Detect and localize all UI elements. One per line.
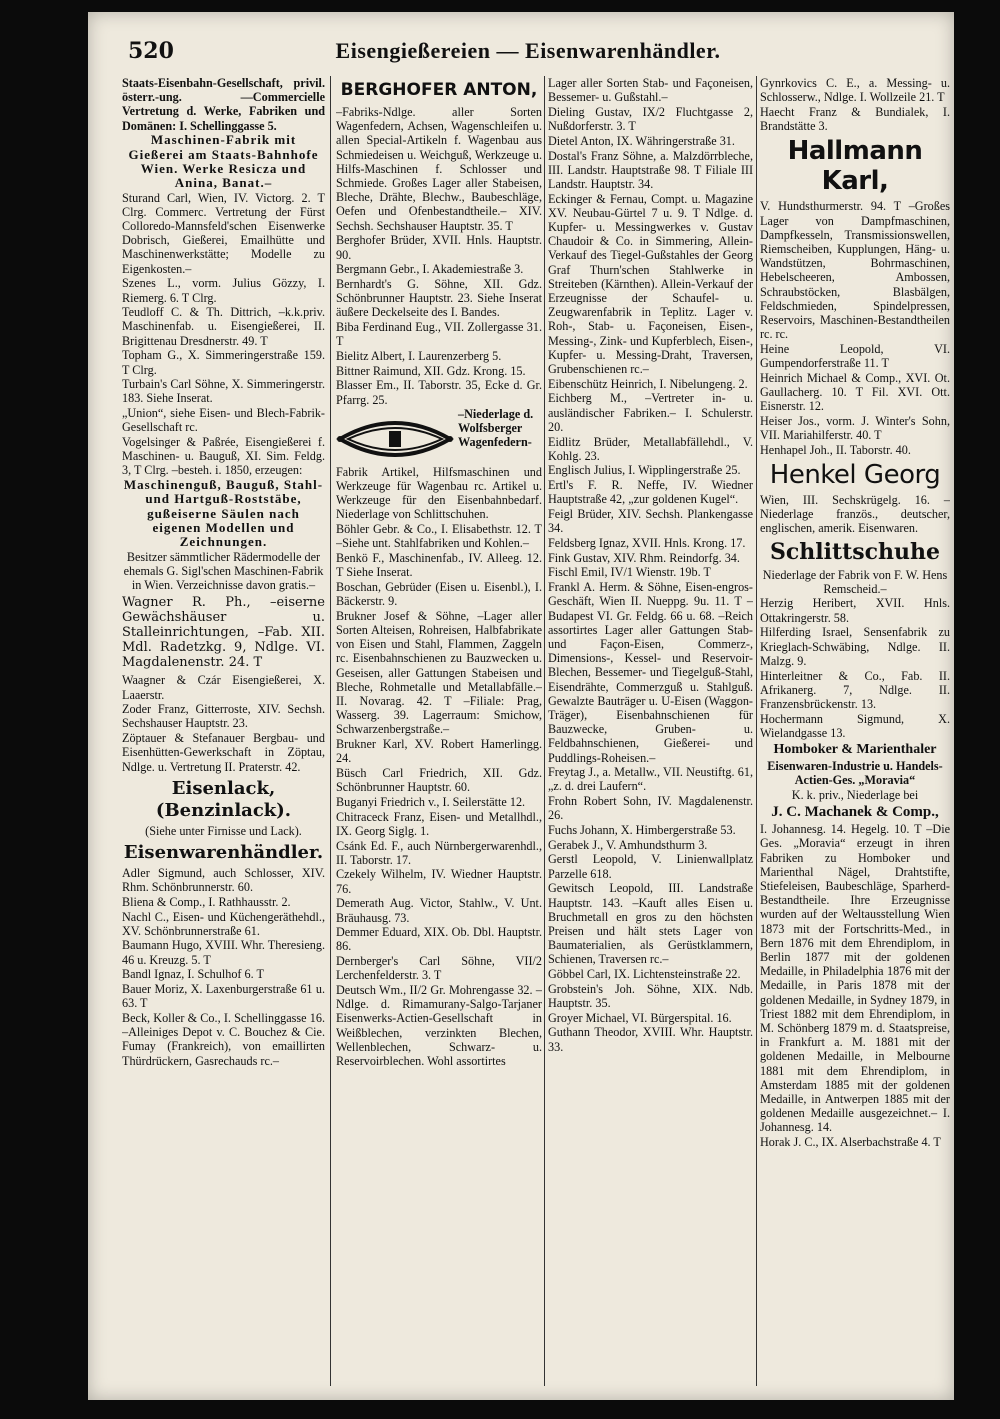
list-item: Nachl C., Eisen- und Küchengeräthehdl., XV. Schönbrunnerstraße 61. [122, 909, 325, 938]
list-item: Herzig Heribert, XVII. Hnls. Ottakringerstr. 58. [760, 596, 950, 625]
section-heading: Eisenwarenhändler. [123, 841, 324, 863]
list-item: Guthann Theodor, XVIII. Whr. Hauptstr. 33. [548, 1025, 753, 1054]
list-item: Turbain's Carl Söhne, X. Simmeringerstr. 183. Siehe Inserat. [122, 377, 325, 406]
list-item: Heinrich Michael & Comp., XVI. Ot. Gaullacherg. 10. T Fil. XVI. Ott. Eisnerstr. 12. [760, 370, 950, 414]
list-item: Topham G., X. Simmeringerstraße 159. T Clrg. [122, 348, 325, 377]
page-header [128, 38, 928, 68]
advertiser-name: BERGHOFER ANTON, [340, 80, 538, 100]
list-item: Dernberger's Carl Söhne, VII/2 Lerchenfelderstr. 3. T [336, 954, 542, 983]
column-1 [122, 76, 325, 1392]
list-item: Beck, Koller & Co., I. Schellinggasse 16. –Alleiniges Depot v. C. Bouchez & Cie. Fumay (Frankreich), von emaillirten Thürdrückern, Gasrechauds rc.– [122, 1010, 325, 1068]
page-number: 520 [128, 38, 174, 64]
list-item: Czekely Wilhelm, IV. Wiedner Hauptstr. 76. [336, 867, 542, 896]
list-item: Gerstl Leopold, V. Linienwallplatz Parzelle 618. [548, 852, 753, 881]
list-item: Biba Ferdinand Eug., VII. Zollergasse 31. T [336, 320, 542, 349]
list-item: Zöptauer & Stefanauer Bergbau- und Eisenhütten-Gewerkschaft in Zöptau, Ndlge. u. Vertretung II. Praterstr. 42. [122, 731, 325, 774]
list-item: Niederlage der Fabrik von F. W. Hens Remscheid.– [762, 567, 948, 596]
list-item: Eckinger & Fernau, Compt. u. Magazine XV. Neubau-Gürtel 7 u. 9. T Ndlge. d. Kupfer- u. Messingwerkes v. Gustav Chaudoir & Co. in Simmering, Allein-Verkauf des Tiegel-Gußstahles der Georg Graf Thurn'schen Stahlwerke in Streiteben (Kärnthen). Allein-Verkauf der Erzeugnisse der Schaufel- u. Zeugwarenfabrik in Teplitz. Lager v. Roh-, Stab- u. Façoneisen, Eisen-, Messing-, Zink- und Kupferblech, Eisen-, Kupfer- u. Messing-Draht, Traversen, Grubenschienen rc.– [548, 191, 753, 377]
list-item: Boschan, Gebrüder (Eisen u. Eisenbl.), I. Bäckerstr. 9. [336, 579, 542, 609]
list-item: Hilferding Israel, Sensenfabrik zu Krieglach-Schwäbing, Ndlge. II. Malzg. 9. [760, 625, 950, 668]
list-item: Besitzer sämmtlicher Rädermodelle der ehemals G. Sigl'schen Maschinen-Fabrik in Wien. Verzeichnisse davon gratis.– [123, 549, 324, 593]
list-item: Staats-Eisenbahn-Gesellschaft, privil. österr.-ung. —Commercielle Vertretung d. Werke, Fabriken und Domänen: I. Schellinggasse 5. [122, 76, 325, 133]
list-item: Gerabek J., V. Amhundsthurm 3. [548, 837, 708, 852]
list-item: Büsch Carl Friedrich, XII. Gdz. Schönbrunner Hauptstr. 60. [336, 766, 542, 795]
list-item: Haecht Franz & Bundialek, I. Brandstätte 3. [760, 104, 950, 134]
list-item: –Fabriks-Ndlge. aller Sorten Wagenfedern, Achsen, Wagenschleifen u. allen Special-Artikeln f. Wagenbau aus Schmiedeisen u. Weichguß, Werkzeuge u. Hilfs-Maschinen f. Schlosser und Schmiede. Großes Lager aller Stabeisen, Bleche, Drähte, Blechw., Baubeschläge, Oefen und Ofenbestandtheile.– XIV. Sechsh. Sechshauser Hauptstr. 35. T [336, 105, 542, 233]
list-item: Bielitz Albert, I. Laurenzerberg 5. [336, 348, 502, 363]
list-item: Sturand Carl, Wien, IV. Victorg. 2. T Clrg. Commerc. Vertretung der Fürst Colloredo-Mannsfeld'schen Eisenwerke Dobrisch, Gießerei, Emailhütte und Maschinenwerkstätte; Modelle zu Eigenkosten.– [122, 190, 325, 276]
list-item: Dietel Anton, IX. Währingerstraße 31. [548, 133, 735, 148]
directory-page [88, 12, 954, 1400]
list-item: Lager aller Sorten Stab- und Façoneisen, Bessemer- u. Gußstahl.– [548, 76, 753, 105]
advertiser-name: Henkel Georg [769, 459, 941, 490]
column-rule [756, 76, 757, 1386]
column-3 [548, 76, 753, 1392]
list-item: Teudloff C. & Th. Dittrich, –k.k.priv. Maschinenfab. u. Eisengießerei, II. Brigittenau Dresdnerstr. 49. T [122, 305, 325, 348]
section-heading: Eisenlack, (Benzinlack). [155, 777, 292, 821]
list-item: Wagner R. Ph., –eiserne Gewächshäuser u. Stalleinrichtungen, –Fab. XII. Mdl. Radetzkg. 9, Ndlge. VI. Magdalenenstr. 24. T [122, 595, 325, 671]
list-item: Ertl's F. R. Neffe, IV. Wiedner Hauptstraße 42, „zur goldenen Kugel“. [548, 478, 753, 507]
list-item: Dieling Gustav, IX/2 Fluchtgasse 2, Nußdorferstr. 3. T [548, 104, 753, 134]
list-item: Eidlitz Brüder, Metallabfällehdl., V. Kohlg. 23. [548, 434, 753, 463]
list-item: Demerath Aug. Victor, Stahlw., V. Unt. Bräuhausg. 73. [336, 896, 542, 925]
list-item: Brukner Josef & Söhne, –Lager aller Sorten Alteisen, Rohreisen, Halbfabrikate von Eisen und Stahl, Flammen, Zaggeln rc. Eisenbahnschienen zu Bauzwecken u. Geseisen, aller Gattungen Stabeisen und Bleche, Rohmetalle und Metallabfälle.– II. Novarag. 42. T –Filiale: Prag, Wasserg. 39. Lagerraum: Smichow, Schwarzenbergstraße.– [336, 608, 542, 737]
list-item: –Niederlage d. Wolfsberger Wagenfedern- [458, 406, 534, 450]
column-rule [544, 76, 545, 1386]
list-item: Bliena & Comp., I. Rathhausstr. 2. [122, 894, 291, 909]
list-item: Heiser Jos., vorm. J. Winter's Sohn, VII. Mariahilferstr. 40. T [760, 413, 950, 443]
list-item: K. k. priv., Niederlage bei [791, 787, 919, 802]
section-note: (Siehe unter Firnisse und Lack). [145, 823, 302, 838]
list-item: Brukner Karl, XV. Robert Hamerlingg. 24. [336, 737, 542, 766]
list-item: Freytag J., a. Metallw., VII. Neustiftg. 61, „z. d. drei Laufern“. [548, 765, 753, 794]
running-title: Eisengießereien — Eisenwarenhändler. [335, 38, 721, 63]
list-item: Bandl Ignaz, I. Schulhof 6. T [122, 967, 264, 982]
wagon-spring-icon [336, 413, 454, 465]
list-item: Szenes L., vorm. Julius Gözzy, I. Riemerg. 6. T Clrg. [122, 276, 325, 305]
list-item: Bergmann Gebr., I. Akademiestraße 3. [336, 262, 524, 277]
list-item: Dostal's Franz Söhne, a. Malzdörrbleche, III. Landstr. Hauptstraße 98. T Filiale III Landstr. Hauptstr. 34. [548, 148, 753, 191]
list-item: Frohn Robert Sohn, IV. Magdalenenstr. 26. [548, 794, 753, 823]
list-item: Bauer Moriz, X. Laxenburgerstraße 61 u. 63. T [122, 982, 325, 1011]
list-item: Frankl A. Herm. & Söhne, Eisen-engros-Geschäft, Wien II. Nueppg. 9u. 11. T –Budapest VI. Gr. Feldg. 66 u. 68. –Reich assortirtes Lager aller Gattungen Stab- und Façon-Eisen, Commerz-, Dimensions-, Kessel- und Reservoir-Blechen, Bessemer- und Tiegelguß-Stahl, Eisendrähte, Commerzguß u. Stahlguß. Gewalzte Bauträger u. U-Eisen (Waggon-Träger), Eisenbahnschienen für Bauzwecke, Gruben- u. Feldbahnschienen, Gießerei- und Puddlings-Roheisen.– [548, 580, 753, 765]
list-item: Fischl Emil, IV/1 Wienstr. 19b. T [548, 565, 711, 580]
list-item: Bernhardt's G. Söhne, XII. Gdz. Schönbrunner Hauptstr. 23. Siehe Inserat äußere Deckelseite des I. Bandes. [336, 276, 542, 320]
list-item: Eibenschütz Heinrich, I. Nibelungeng. 2. [548, 376, 748, 391]
list-item: Demmer Eduard, XIX. Ob. Dbl. Hauptstr. 86. [336, 925, 542, 954]
list-item: Benkö F., Maschinenfab., IV. Alleeg. 12. T Siehe Inserat. [336, 550, 542, 580]
column-4 [760, 76, 950, 1392]
list-item: Blasser Em., II. Taborstr. 35, Ecke d. Gr. Pfarrg. 25. [336, 378, 542, 407]
list-item: Deutsch Wm., II/2 Gr. Mohrengasse 32. –Ndlge. d. Rimamurany-Salgo-Tarjaner Eisenwerks-Actien-Gesellschaft in Weißblechen, verzinkten Blechen, Wellenblechen, Schwarz- u. Reservoirblechen. Wohl assortirtes [336, 983, 542, 1069]
list-item: Maschinen-Fabrik mit Gießerei am Staats-Bahnhofe Wien. Werke Resicza und Anina, Banat.– [128, 132, 319, 190]
list-item: Zoder Franz, Gitterroste, XIV. Sechsh. Sechshauser Hauptstr. 23. [122, 702, 325, 731]
advertiser-name: J. C. Machanek & Comp., [771, 803, 939, 820]
list-item: Hochermann Sigmund, X. Wielandgasse 13. [760, 711, 950, 740]
list-item: V. Hundsthurmerstr. 94. T –Großes Lager von Dampfmaschinen, Dampfkesseln, Transmissionswellen, Riemscheiben, Kupplungen, Häng- u. Wandstützen, Bohrmaschinen, Hebelscheeren, Ambossen, Schraubstöcken, Blasbälgen, Feldschmieden, Spindelpressen, Reservoirs, Maschinen-Bestandtheilen rc. rc. [760, 199, 950, 342]
list-item: Bittner Raimund, XII. Gdz. Krong. 15. [336, 363, 526, 378]
list-item: Waagner & Czár Eisengießerei, X. Laaerstr. [122, 673, 325, 702]
list-item: Buganyi Friedrich v., I. Seilerstätte 12. [336, 794, 526, 809]
list-item: Maschinenguß, Bauguß, Stahl- und Hartguß-Roststäbe, gußeiserne Säulen nach eigenen Modellen und Zeichnungen. [123, 477, 324, 549]
wagon-spring-advert [336, 406, 542, 465]
column-rule [330, 76, 331, 1386]
list-item: Csánk Ed. F., auch Nürnbergerwarenhdl., II. Taborstr. 17. [336, 838, 542, 867]
list-item: Heine Leopold, VI. Gumpendorferstraße 11. T [760, 341, 950, 371]
list-item: Englisch Julius, I. Wipplingerstraße 25. [548, 463, 741, 478]
list-item: Baumann Hugo, XVIII. Whr. Theresieng. 46 u. Kreuzg. 5. T [122, 938, 325, 967]
list-item: „Union“, siehe Eisen- und Blech-Fabrik-Gesellschaft rc. [122, 406, 325, 435]
list-item: Groyer Michael, VI. Bürgerspital. 16. [548, 1010, 732, 1025]
list-item: Fabrik Artikel, Hilfsmaschinen und Werkzeuge für Wagenbau rc. Artikel u. Werkzeuge für den Eisenbahnbedarf. Niederlage von Schlittschuhen. [336, 464, 542, 522]
list-item: Eichberg M., –Vertreter in- u. ausländischer Fabriken.– I. Schulerstr. 20. [548, 391, 753, 434]
list-item: Eisenwaren-Industrie u. Handels-Actien-Ges. „Moravia“ [767, 759, 943, 788]
list-item: Grobstein's Joh. Söhne, XIX. Ndb. Hauptstr. 35. [548, 981, 753, 1010]
list-item: Göbbel Carl, IX. Lichtensteinstraße 22. [548, 967, 741, 982]
list-item: Hinterleitner & Co., Fab. II. Afrikanerg. 7, Ndlge. II. Franzensbrückenstr. 13. [760, 668, 950, 711]
list-item: Böhler Gebr. & Co., I. Elisabethstr. 12. T –Siehe unt. Stahlfabriken und Kohlen.– [336, 522, 542, 551]
list-item: Vogelsinger & Paßrée, Eisengießerei f. Maschinen- u. Bauguß, XI. Sim. Feldg. 3, T Clrg. –besteh. i. 1850, erzeugen: [122, 435, 325, 478]
column-2 [336, 76, 542, 1392]
advert-heading: Schlittschuhe [769, 538, 941, 565]
list-item: Gewitsch Leopold, III. Landstraße Hauptstr. 143. –Kauft alles Eisen u. Bruchmetall en gros zu den höchsten Preisen und hält stets Lager von Baumaterialien, als Gerüstklammern, Schienen, Traversen rc.– [548, 881, 753, 967]
list-item: Feldsberg Ignaz, XVII. Hnls. Krong. 17. [548, 536, 746, 550]
advertiser-name: Hallmann Karl, [787, 136, 923, 197]
list-item: Gynrkovics C. E., a. Messing- u. Schlosserw., Ndlge. I. Wollzeile 21. T [760, 76, 950, 105]
list-item: Fink Gustav, XIV. Rhm. Reindorfg. 34. [548, 550, 740, 565]
list-item: I. Johannesg. 14. Hegelg. 10. T –Die Ges. „Moravia“ erzeugt in ihren Fabriken zu Homboker und Marienthal Nägel, Drahtstifte, Stiefeleisen, Baubeschläge, Sparherd-Bestandtheile. Ihre Erzeugnisse wurden auf der Weltausstellung Wien 1873 mit der Fortschritts-Med., in Bern 1876 mit dem Ehrendiplom, in Berlin 1877 mit der goldenen Medaille, in Philadelphia 1876 mit der Medaille, in Paris 1878 mit der goldenen Medaille, in Sydney 1879, in Triest 1882 mit dem Ehrendiplom, in M. Schönberg 1879 m. d. Staatspreise, in Frankfurt a. M. 1881 mit der goldenen Medaille, in Melbourne 1881 mit dem Ehrendiplom, in Amsterdam 1885 mit der goldenen Medaille, in Antwerpen 1885 mit der goldenen Medaille ausgezeichnet.– I. Johannesg. 14. [760, 822, 950, 1135]
list-item: Fuchs Johann, X. Himbergerstraße 53. [548, 823, 736, 838]
list-item: Feigl Brüder, XIV. Sechsh. Plankengasse 34. [548, 507, 753, 536]
list-item: Berghofer Brüder, XVII. Hnls. Hauptstr. 90. [336, 233, 542, 262]
list-item: Horak J. C., IX. Alserbachstraße 4. T [760, 1135, 941, 1150]
list-item: Wien, III. Sechskrügelg. 16. –Niederlage französ., deutscher, englischen, amerik. Eisenwaren. [760, 492, 950, 536]
list-item: Adler Sigmund, auch Schlosser, XIV. Rhm. Schönbrunnerstr. 60. [122, 865, 325, 895]
list-item: Chitraceck Franz, Eisen- und Metallhdl., IX. Georg Siglg. 1. [336, 809, 542, 838]
list-item: Henhapel Joh., II. Taborstr. 40. [760, 442, 911, 457]
advertiser-name: Homboker & Marienthaler [773, 741, 937, 757]
